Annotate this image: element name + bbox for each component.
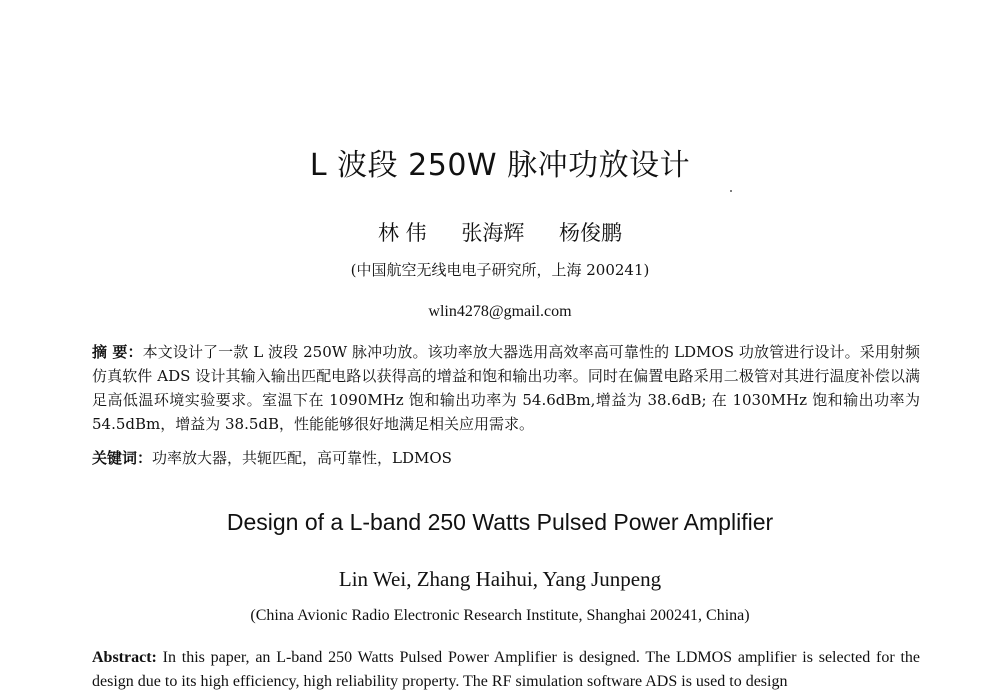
keywords-text-chinese: 功率放大器，共轭匹配，高可靠性，LDMOS	[152, 449, 452, 467]
paper-title-english: Design of a L-band 250 Watts Pulsed Power Amplifier	[226, 509, 774, 535]
author-name-3: 杨俊鹏	[559, 221, 623, 245]
keywords-label-chinese: 关键词：	[92, 449, 153, 467]
author-list-chinese	[0, 219, 1000, 247]
author-name-2: 张海辉	[461, 221, 525, 245]
author-list-english: Lin Wei, Zhang Haihui, Yang Junpeng	[338, 567, 662, 591]
author-name-1: 林 伟	[377, 221, 427, 245]
affiliation-chinese: (中国航空无线电电子研究所，上海 200241)	[350, 261, 650, 279]
abstract-english	[92, 646, 920, 694]
abstract-text-chinese: 本文设计了一款 L 波段 250W 脉冲功放。该功率放大器选用高效率高可靠性的 LDMOS 功放管进行设计。采用射频仿真软件 ADS 设计其输入输出匹配电路以获得高的增益和饱和输出功率。同时在偏置电路采用二极管对其进行温度补偿以满足高低温环境实验要求。室温下在 1090MHz 饱和输出功率为 54.6dBm,增益为 38.6dB; 在 1030MHz 饱和输出功率为 54.5dBm，增益为 38.5dB，性能能够很好地满足相关应用需求。	[92, 343, 920, 433]
affiliation-english: (China Avionic Radio Electronic Research Institute, Shanghai 200241, China)	[250, 607, 750, 624]
keywords-chinese	[92, 446, 920, 470]
paper-title-chinese: L 波段 250W 脉冲功放设计	[309, 148, 691, 183]
abstract-label-chinese: 摘 要：	[92, 343, 143, 361]
abstract-chinese	[92, 340, 920, 436]
author-email: wlin4278@gmail.com	[428, 303, 572, 320]
abstract-text-english: In this paper, an L-band 250 Watts Pulsed Power Amplifier is designed. The LDMOS amplifier is selected for the design due to its high efficiency, high reliability property. The RF simulation software ADS is used to design	[92, 649, 920, 690]
scan-speck	[730, 190, 732, 192]
abstract-label-english: Abstract:	[92, 649, 157, 666]
